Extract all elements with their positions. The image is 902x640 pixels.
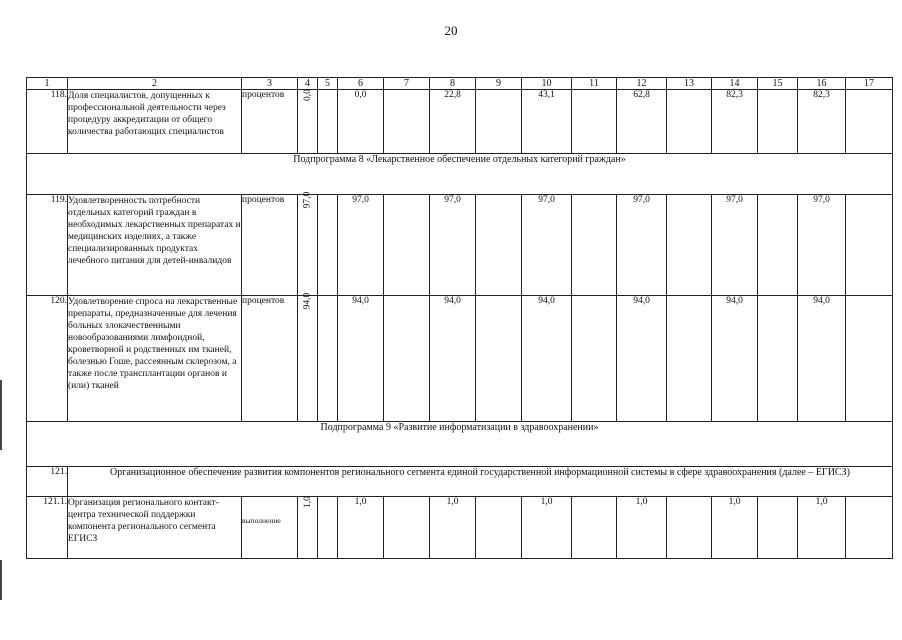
value-cell: 82,3 [712,90,758,154]
value-cell: 1,0 [617,497,667,559]
indicator-name: Доля специалистов, допущенных к профессиональной деятельности через процедуру аккредитации от общего количества работающих специалистов [68,90,242,154]
table-row [27,296,893,422]
empty-cell [384,296,430,422]
value-cell: 94,0 [522,296,572,422]
row-number: 119. [27,195,68,296]
table-row [27,90,893,154]
base-value-cell [298,497,318,559]
value-cell: 94,0 [798,296,846,422]
base-value-cell [298,191,318,296]
value-cell: 97,0 [338,195,384,296]
value-cell: 43,1 [522,90,572,154]
empty-cell [572,195,617,296]
column-number: 8 [430,78,476,90]
scan-edge-mark [0,560,2,600]
column-number: 12 [617,78,667,90]
base-value: 1,0 [302,496,313,508]
value-cell: 97,0 [522,195,572,296]
empty-cell [476,296,522,422]
row-number: 121.1. [27,497,68,559]
indicator-name: Удовлетворенность потребности отдельных категорий граждан в необходимых лекарственных препаратах и медицинских изделиях, а также специализированных продуктах лечебного питания для детей-инвалидов [68,195,242,296]
empty-cell [758,296,798,422]
base-value: 0,0 [302,89,313,101]
table-row [27,467,893,497]
column-number-row [27,78,893,90]
unit-cell: процентов [242,296,298,422]
column-number: 6 [338,78,384,90]
empty-cell [318,497,338,559]
scan-edge-mark [0,380,2,450]
subprogram-title: Подпрограмма 8 «Лекарственное обеспечение отдельных категорий граждан» [27,154,893,195]
value-cell: 97,0 [617,195,667,296]
column-number: 9 [476,78,522,90]
empty-cell [667,497,712,559]
column-number: 11 [572,78,617,90]
empty-cell [476,497,522,559]
value-cell: 1,0 [338,497,384,559]
empty-cell [572,296,617,422]
empty-cell [758,90,798,154]
column-number: 14 [712,78,758,90]
column-number: 10 [522,78,572,90]
column-number: 5 [318,78,338,90]
empty-cell [384,497,430,559]
column-number: 3 [242,78,298,90]
row-number: 118. [27,90,68,154]
value-cell: 97,0 [430,195,476,296]
empty-cell [572,497,617,559]
value-cell: 94,0 [712,296,758,422]
empty-cell [758,195,798,296]
empty-cell [667,90,712,154]
empty-cell [318,296,338,422]
value-cell: 1,0 [712,497,758,559]
table-row [27,195,893,296]
base-value-cell [298,90,318,154]
value-cell: 94,0 [617,296,667,422]
indicators-table [26,77,893,559]
value-cell: 82,3 [798,90,846,154]
value-cell: 97,0 [798,195,846,296]
value-cell: 0,0 [338,90,384,154]
subprogram-row [27,154,893,195]
column-number: 4 [298,78,318,90]
empty-cell [384,90,430,154]
section-text: Организационное обеспечение развития компонентов регионального сегмента единой государственной информационной системы в сфере здравоохранения (далее – ЕГИСЗ) [68,467,893,497]
base-value: 94,0 [302,292,313,310]
empty-cell [846,195,893,296]
column-number: 7 [384,78,430,90]
value-cell: 94,0 [338,296,384,422]
column-number: 2 [68,78,242,90]
empty-cell [572,90,617,154]
value-cell: 1,0 [798,497,846,559]
empty-cell [318,90,338,154]
value-cell: 94,0 [430,296,476,422]
empty-cell [384,195,430,296]
column-number: 13 [667,78,712,90]
column-number: 15 [758,78,798,90]
value-cell: 97,0 [712,195,758,296]
row-number: 120. [27,296,68,422]
unit-cell: выполнение [242,497,298,559]
empty-cell [667,296,712,422]
subprogram-title: Подпрограмма 9 «Развитие информатизации в здравоохранении» [27,422,893,467]
unit-cell: процентов [242,195,298,296]
indicator-name: Удовлетворение спроса на лекарственные препараты, предназначенные для лечения больных злокачественными новообразованиями лимфоидной, кроветворной и родственных им тканей, болезнью Гоше, рассеянным склерозом, а также после трансплантации органов и (или) тканей [68,296,242,422]
empty-cell [667,195,712,296]
unit-cell: процентов [242,90,298,154]
value-cell: 1,0 [430,497,476,559]
empty-cell [476,90,522,154]
page-number: 20 [444,23,458,38]
indicator-name: Организация регионального контакт-центра технической поддержки компонента регионального сегмента ЕГИСЗ [68,497,242,559]
base-value: 97,0 [302,191,313,209]
empty-cell [758,497,798,559]
empty-cell [846,90,893,154]
table-row [27,497,893,559]
empty-cell [318,195,338,296]
empty-cell [846,497,893,559]
value-cell: 62,8 [617,90,667,154]
column-number: 1 [27,78,68,90]
empty-cell [846,296,893,422]
base-value-cell [298,292,318,422]
column-number: 16 [798,78,846,90]
value-cell: 1,0 [522,497,572,559]
subprogram-row [27,422,893,467]
empty-cell [476,195,522,296]
column-number: 17 [846,78,893,90]
value-cell: 22,8 [430,90,476,154]
row-number: 121. [27,467,68,497]
